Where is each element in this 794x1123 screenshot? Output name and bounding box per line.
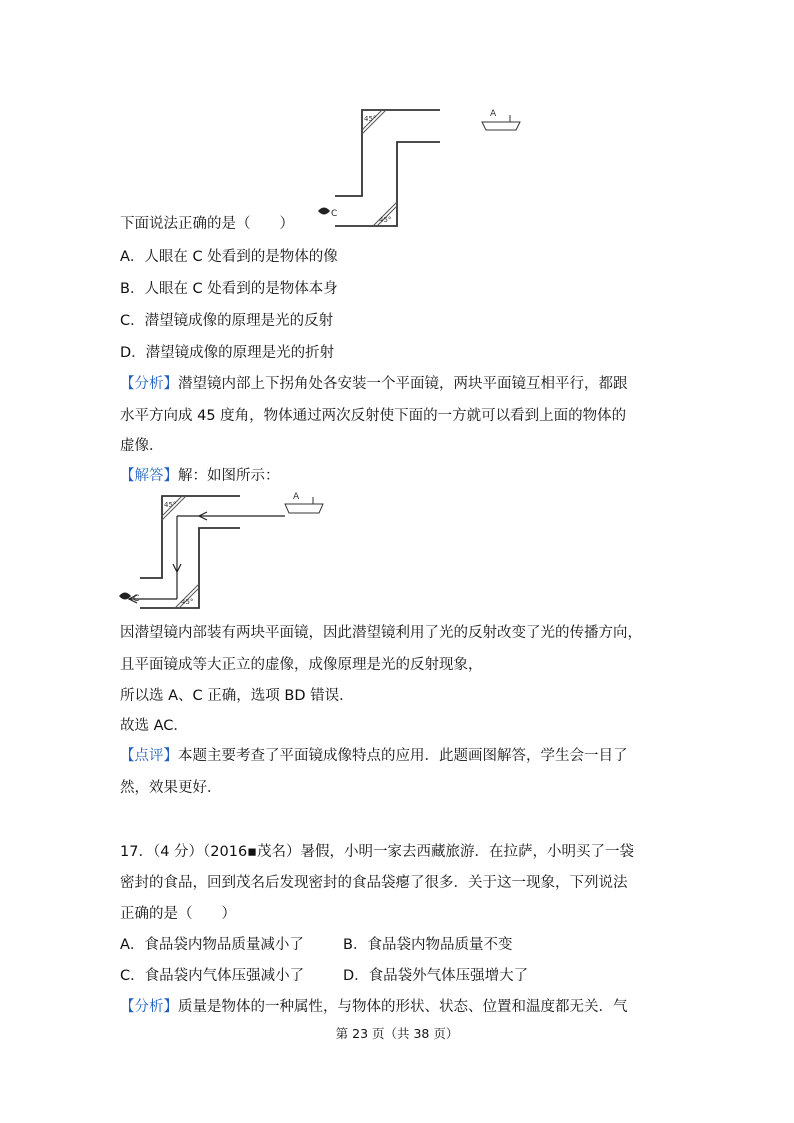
mirror-top-angle-label: 45° — [364, 115, 377, 123]
q17-stem-line-2: 密封的食品，回到茂名后发现密封的食品袋瘪了很多．关于这一现象，下列说法 — [120, 875, 628, 891]
analysis-tag: 【分析】 — [120, 376, 178, 392]
analysis-tag-17: 【分析】 — [120, 999, 178, 1015]
mirror-top-angle-label-2: 45° — [164, 501, 177, 509]
q16-option-b: B．人眼在 C 处看到的是物体本身 — [120, 281, 338, 297]
eye-icon — [318, 208, 330, 215]
q16-analysis-line-2: 水平方向成 45 度角，物体通过两次反射使下面的一方就可以看到上面的物体的 — [120, 408, 627, 424]
q16-answer-intro: 【解答】解：如图所示： — [120, 468, 280, 484]
answer-tag: 【解答】 — [120, 468, 178, 484]
boat-icon — [482, 115, 520, 130]
periscope-figure-2 — [115, 486, 335, 616]
q17-option-d: D．食品袋外气体压强增大了 — [343, 968, 529, 984]
q16-analysis-line-1: 【分析】潜望镜内部上下拐角处各安装一个平面镜，两块平面镜互相平行，都跟 — [120, 376, 628, 392]
mirror-bottom-angle-label: 45° — [379, 216, 392, 224]
q16-answer-line-1: 因潜望镜内部装有两块平面镜，因此潜望镜利用了光的反射改变了光的传播方向， — [120, 625, 642, 641]
page-footer: 第 23 页（共 38 页） — [335, 1026, 459, 1041]
q16-answer-line-3: 所以选 A、C 正确，选项 BD 错误． — [120, 688, 354, 704]
q17-option-c: C．食品袋内气体压强减小了 — [120, 968, 305, 984]
mirror-bottom-angle-label-2: 45° — [181, 598, 194, 606]
q16-option-d: D．潜望镜成像的原理是光的折射 — [120, 345, 335, 361]
q17-stem-line-1: 17．（4 分）（2016▪茂名）暑假，小明一家去西藏旅游．在拉萨，小明买了一袋 — [120, 844, 635, 860]
q16-analysis-line-3: 虚像． — [120, 438, 164, 454]
q17-stem-line-3: 正确的是（ ） — [120, 906, 236, 922]
q17-analysis-line-1: 【分析】质量是物体的一种属性，与物体的形状、状态、位置和温度都无关．气 — [120, 999, 628, 1015]
q16-comment-line-2: 然，效果更好． — [120, 780, 222, 796]
q17-option-a: A．食品袋内物品质量减小了 — [120, 937, 304, 953]
light-path — [129, 512, 285, 603]
eye-label-c: C — [331, 209, 338, 219]
object-label-a: A — [490, 109, 497, 119]
eye-label-c-2: C — [133, 594, 140, 604]
comment-tag: 【点评】 — [120, 748, 178, 764]
object-label-a-2: A — [293, 492, 300, 502]
q17-option-b: B．食品袋内物品质量不变 — [343, 937, 513, 953]
boat-icon-2 — [285, 497, 323, 513]
q16-stem: 下面说法正确的是（ ） — [120, 216, 294, 232]
q16-option-a: A．人眼在 C 处看到的是物体的像 — [120, 249, 338, 265]
q16-option-c: C．潜望镜成像的原理是光的反射 — [120, 313, 334, 329]
q16-answer-line-2: 且平面镜成等大正立的虚像，成像原理是光的反射现象， — [120, 657, 483, 673]
q16-answer-line-4: 故选 AC． — [120, 718, 188, 734]
q16-comment-line-1: 【点评】本题主要考查了平面镜成像特点的应用．此题画图解答，学生会一目了 — [120, 748, 628, 764]
periscope-figure-1 — [310, 100, 540, 230]
